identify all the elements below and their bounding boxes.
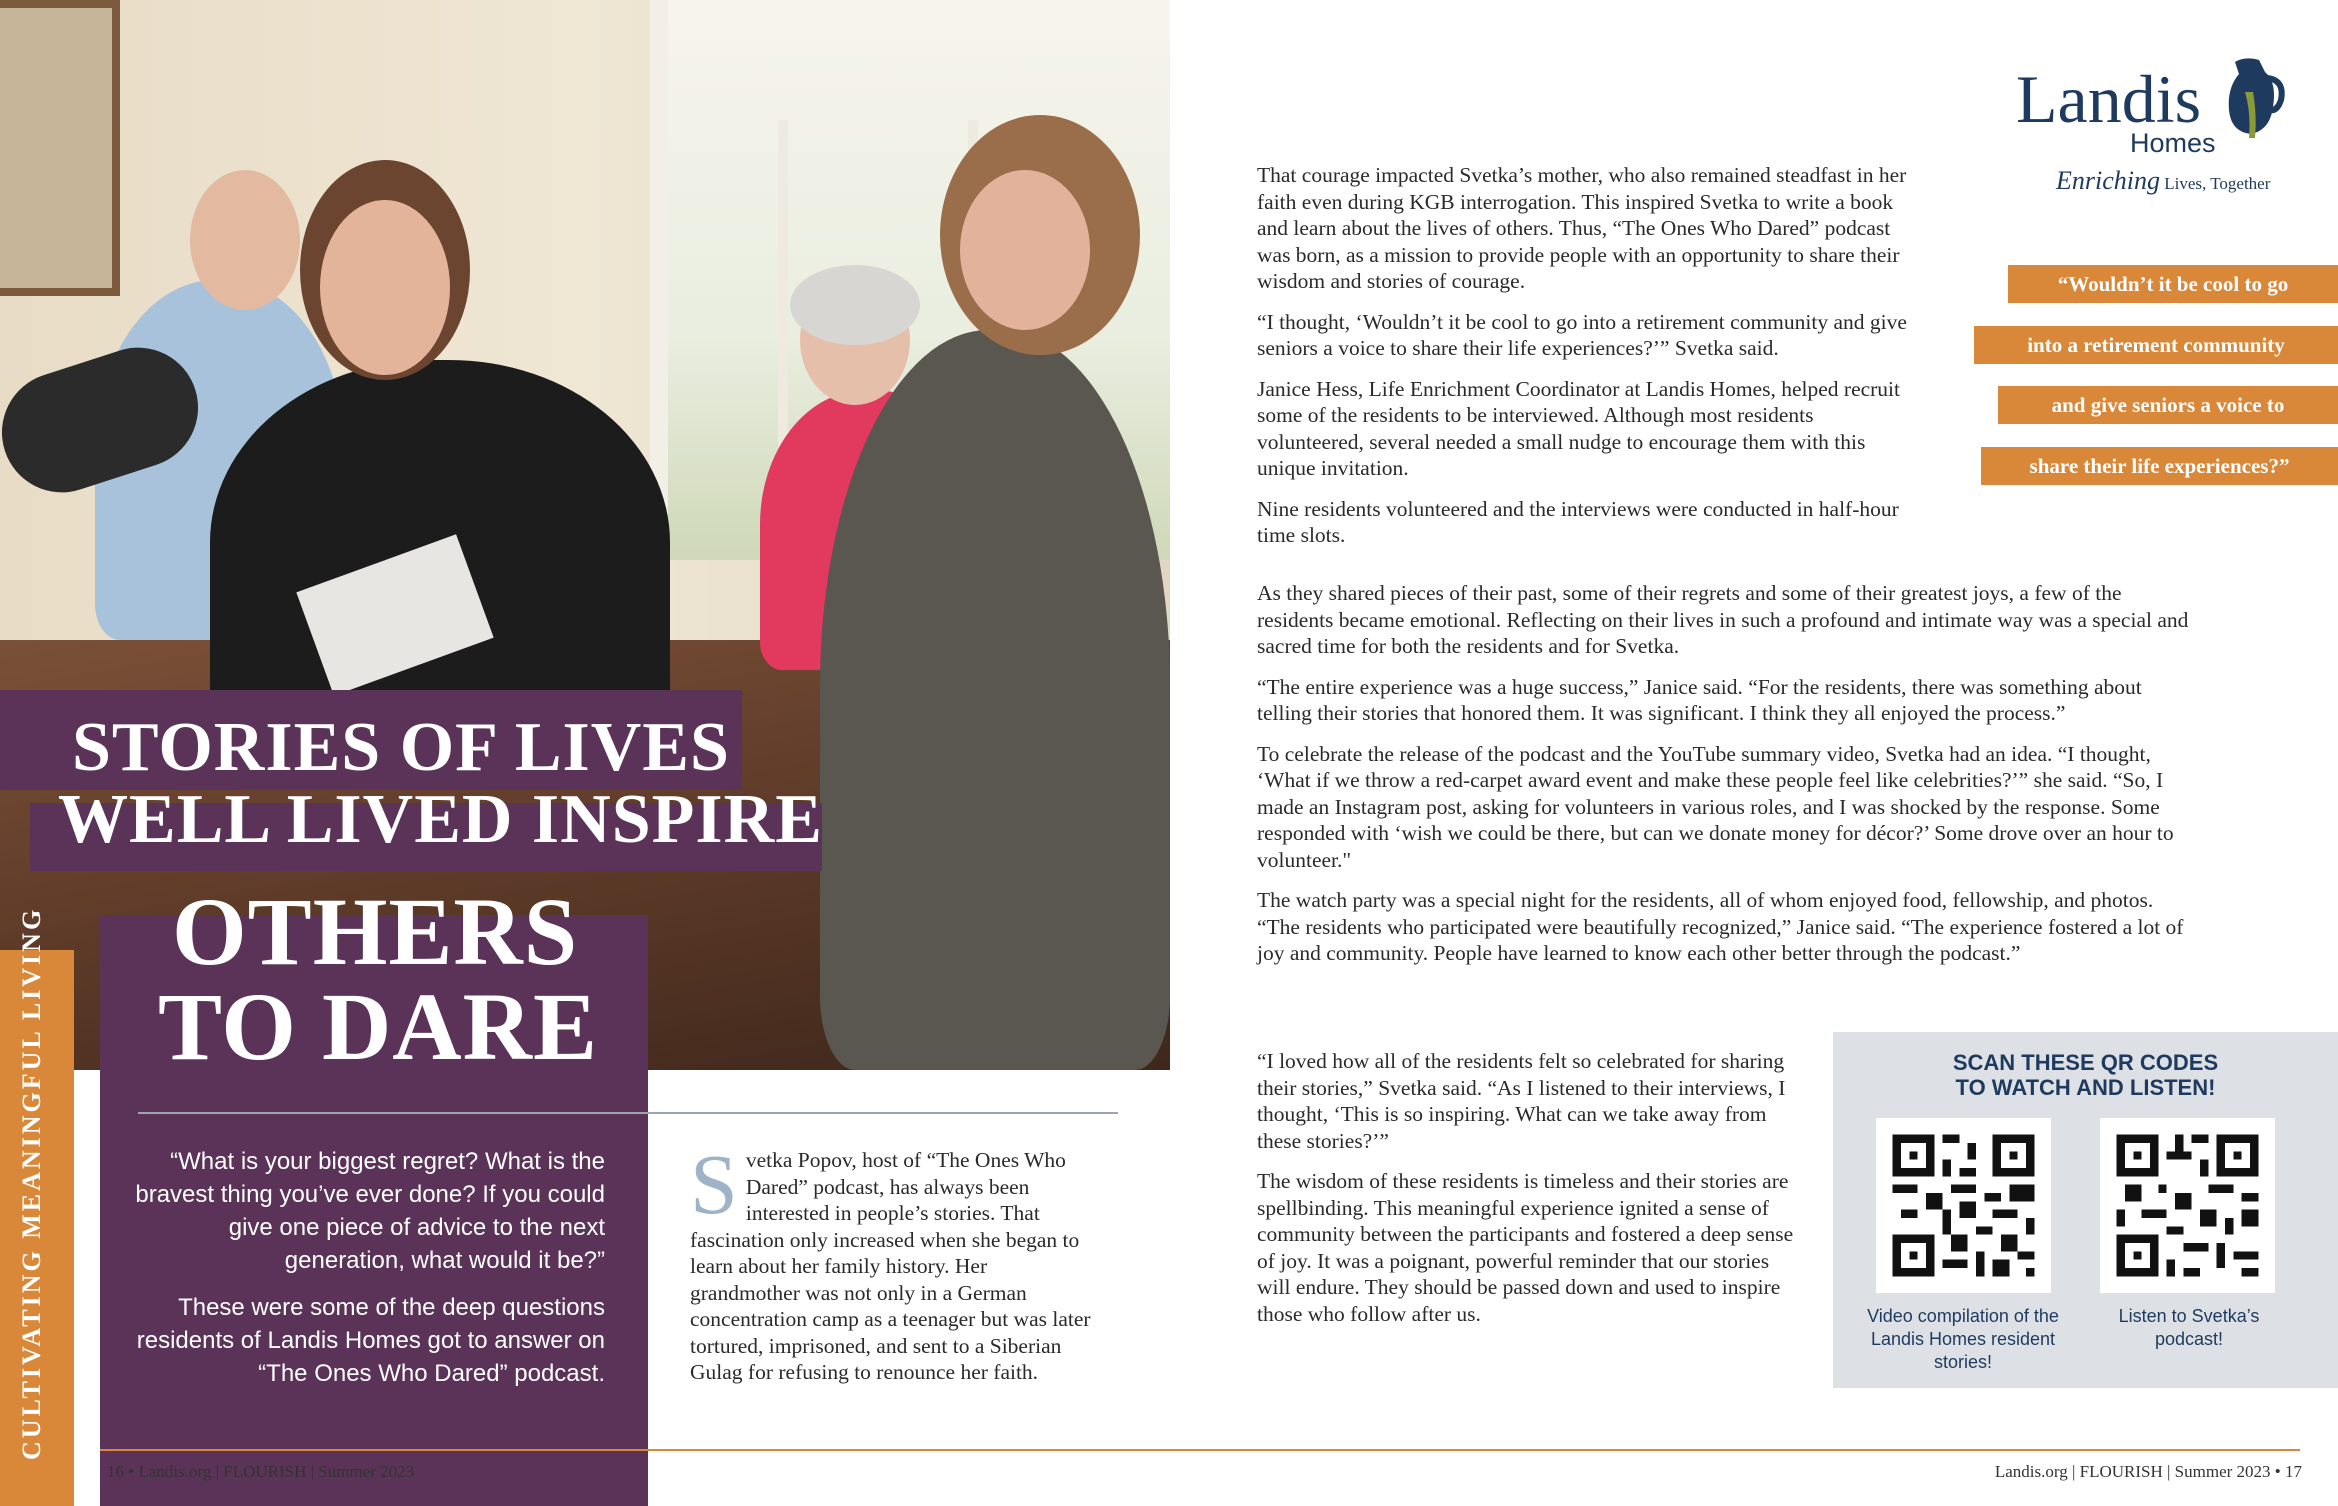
title-line-4: TO DARE: [158, 973, 598, 1080]
article-paragraph: “I loved how all of the residents felt so celebrated for sharing their stories,” Svetka said. “As I listened to their interviews, I thought, ‘This is so inspiring. What can we take away from these stories?’”: [1257, 1049, 1786, 1153]
qr-caption-video: Video compilation of the Landis Homes resident stories!: [1867, 1306, 2059, 1372]
footer-rule: [100, 1449, 2300, 1451]
article-paragraph: “The entire experience was a huge success,” Janice said. “For the residents, there was something about telling their stories that honored them. It was significant. I think they all enjoyed the process.”: [1257, 674, 2142, 725]
pull-quote-line: share their life experiences?”: [1981, 447, 2338, 485]
article-column-2-wide: [1257, 580, 2192, 981]
pull-quote-line: “Wouldn’t it be cool to go: [2008, 265, 2338, 303]
qr-panel: [1833, 1032, 2338, 1388]
intro-quote: “What is your biggest regret? What is the bravest thing you’ve ever done? If you could give one piece of advice to the next generation, what would it be?”: [135, 1148, 605, 1274]
article-paragraph: As they shared pieces of their past, some of their regrets and some of their greatest joys, a few of the residents became emotional. Reflecting on their lives in such a profound and intimate way was a special and sacred time for both the residents and for Svetka.: [1257, 581, 2189, 658]
section-label: CULTIVATING MEANINGFUL LIVING: [17, 906, 46, 1460]
article-paragraph: That courage impacted Svetka’s mother, who also remained steadfast in her faith even during KGB interrogation. This inspired Svetka to write a book and learn about the lives of others. Thus, “The Ones Who Dared” podcast was born, as a mission to provide people with an opportunity to share their wisdom and stories of courage.: [1257, 163, 1907, 293]
article-paragraph: The wisdom of these residents is timeless and their stories are spellbinding. This meaningful experience ignited a sense of community between the participants and fostered a deep sense of joy. It was a poignant, powerful reminder that our stories will endure. They should be passed down and used to inspire those who follow after us.: [1257, 1169, 1794, 1326]
wall-picture-frame: [0, 0, 120, 296]
article-paragraph: Nine residents volunteered and the interviews were conducted in half-hour time slots.: [1257, 496, 1899, 547]
footer-right: Landis.org | FLOURISH | Summer 2023 • 17: [1994, 1462, 2302, 1481]
logo-tagline-script: Enriching: [2056, 166, 2160, 195]
article-paragraph: vetka Popov, host of “The Ones Who Dared” podcast, has always been interested in people’s stories. That fascination only increased when she began to learn about her family history. Her grandmother was not only in a German concentration camp as a teenager but was later tortured, imprisoned, and sent to a Siberian Gulag for refusing to renounce her faith.: [690, 1148, 1091, 1384]
article-paragraph: To celebrate the release of the podcast and the YouTube summary video, Svetka had an idea. “I thought, ‘What if we throw a red-carpet award event and make these people feel like celebrities?’” she said. “So, I made an Instagram post, asking for volunteers in various roles, and I was shocked by the response. Some responded with ‘wish we could be there, but can we donate money for décor?’ Some drove over an hour to volunteer.": [1257, 741, 2174, 872]
logo-subtitle: Homes: [2130, 128, 2216, 158]
logo-wordmark: Landis: [2016, 61, 2202, 137]
article-paragraph: Janice Hess, Life Enrichment Coordinator at Landis Homes, helped recruit some of the residents to be interviewed. Although most residents volunteered, several needed a small nudge to encourage them with this unique invitation.: [1257, 376, 1901, 480]
drop-cap: S: [690, 1136, 738, 1232]
footer-left: 16 • Landis.org | FLOURISH | Summer 2023: [107, 1462, 415, 1481]
qr-code-podcast[interactable]: [2100, 1118, 2275, 1293]
divider-rule: [138, 1112, 1118, 1114]
qr-code-video[interactable]: [1876, 1118, 2051, 1293]
article-column-2: [1257, 162, 1917, 563]
pitcher-icon: [2215, 52, 2295, 142]
article-column-2-narrow: [1257, 1048, 1802, 1341]
qr-caption-podcast: Listen to Svetka’s podcast!: [2118, 1306, 2260, 1349]
logo-tagline-rest: Lives, Together: [2164, 174, 2271, 193]
article-column-1: [690, 1136, 1095, 1400]
title-line-3: OTHERS: [172, 878, 579, 985]
pull-quote-line: into a retirement community: [1974, 326, 2338, 364]
photo-resident-right: [820, 330, 1170, 1070]
pull-quote-line: and give seniors a voice to: [1998, 386, 2338, 424]
intro-text: These were some of the deep questions residents of Landis Homes got to answer on “The Ones Who Dared” podcast.: [136, 1294, 605, 1387]
article-paragraph: “I thought, ‘Wouldn’t it be cool to go into a retirement community and give seniors a voice to share their life experiences?’” Svetka said.: [1257, 309, 1907, 360]
title-line-2: WELL LIVED INSPIRE: [58, 781, 823, 858]
logo-tagline: [2056, 166, 2270, 196]
title-line-1: STORIES OF LIVES: [72, 709, 730, 786]
qr-heading: SCAN THESE QR CODES TO WATCH AND LISTEN!: [1952, 1050, 2219, 1100]
article-paragraph: The watch party was a special night for the residents, all of whom enjoyed food, fellowship, and photos. “The residents who participated were beautifully recognized,” Janice said. “The experience fostered a lot of joy and community. People have learned to know each other better through the podcast.”: [1257, 888, 2184, 965]
